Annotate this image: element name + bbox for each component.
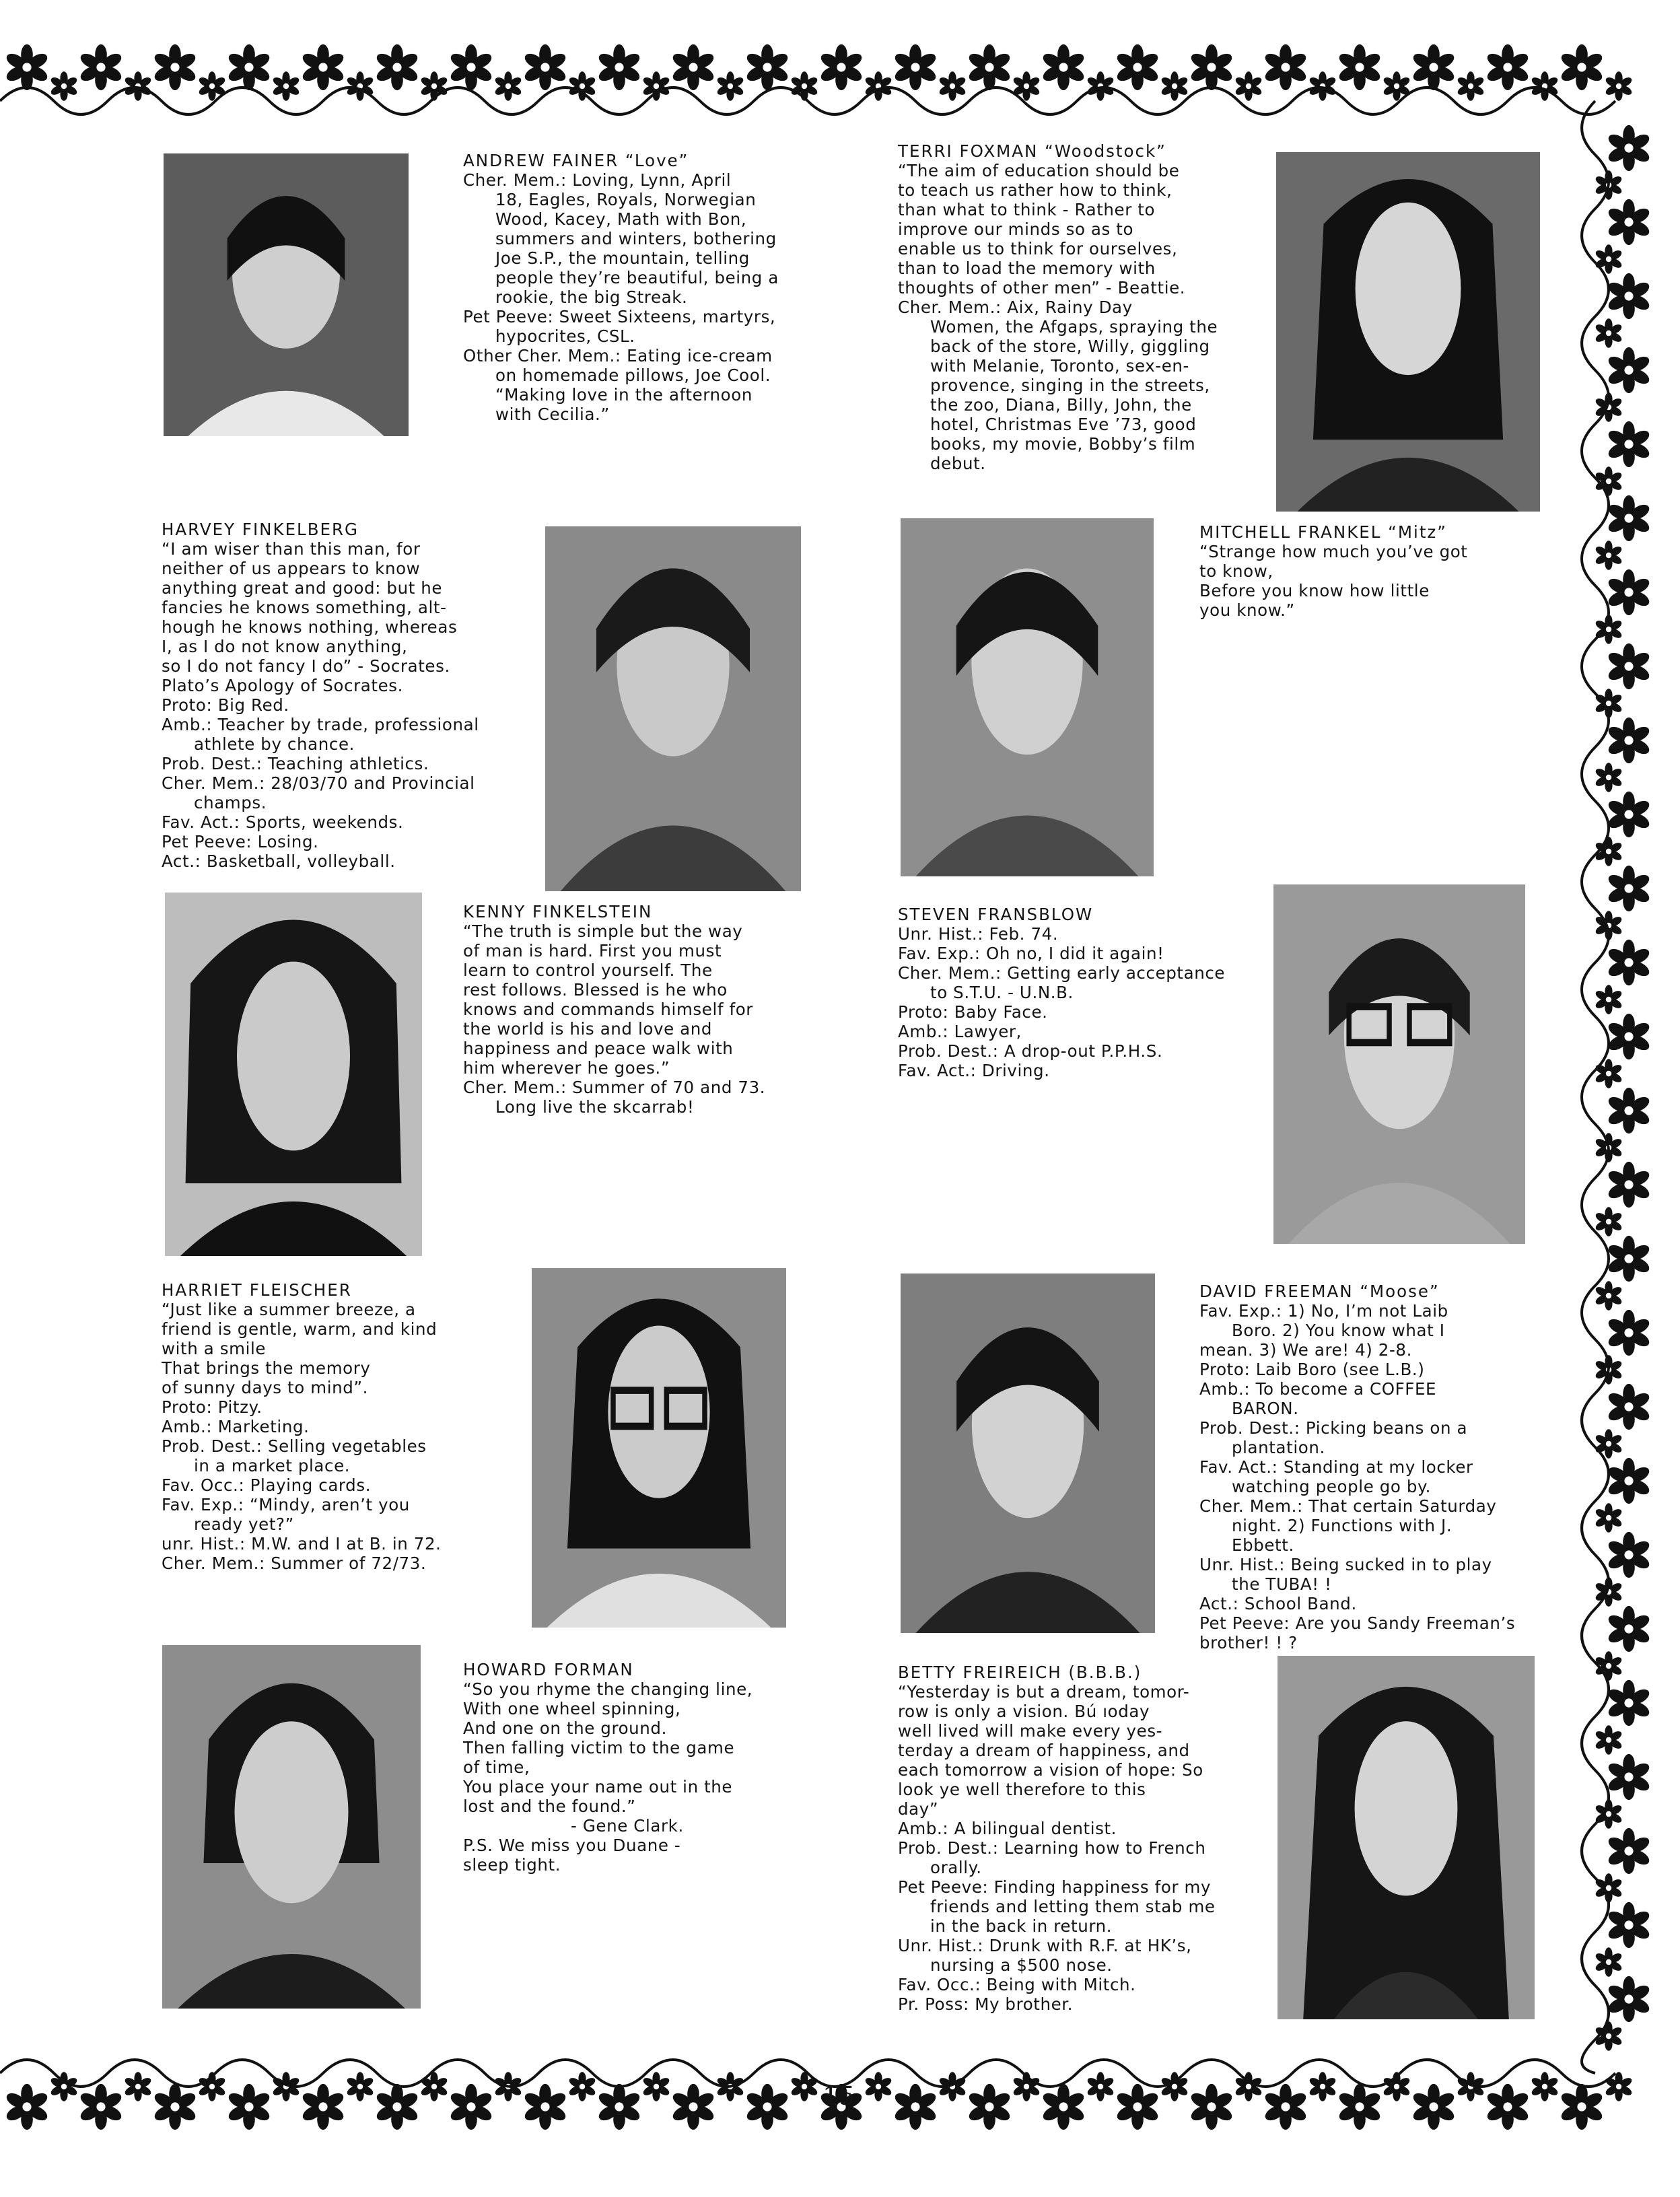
entry-line: in the back in return.: [930, 1916, 1113, 1936]
entry-line: With one wheel spinning,: [463, 1699, 681, 1718]
entry-line: Wood, Kacey, Math with Bon,: [495, 209, 747, 229]
entry-line: Plato’s Apology of Socrates.: [162, 676, 403, 695]
entry-line: look ye well therefore to this: [898, 1780, 1146, 1799]
entry-line: Ebbett.: [1232, 1535, 1294, 1555]
portrait-terri-foxman: [1276, 152, 1540, 512]
entry-line: provence, singing in the streets,: [930, 376, 1210, 395]
portrait-andrew-fainer: [164, 153, 409, 436]
entry-line: Cher. Mem.: 28/03/70 and Provincial: [162, 773, 475, 793]
entry-line: learn to control yourself. The: [463, 961, 713, 980]
entry-line: Unr. Hist.: Being sucked in to play: [1199, 1555, 1492, 1574]
entry-line: Proto: Pitzy.: [162, 1397, 262, 1417]
entry-line: Fav. Exp.: 1) No, I’m not Laib: [1199, 1301, 1448, 1321]
entry-line: the zoo, Diana, Billy, John, the: [930, 395, 1192, 415]
entry-line: hypocrites, CSL.: [495, 326, 635, 346]
entry-line: “Making love in the afternoon: [495, 385, 753, 405]
entry-line: well lived will make every yes-: [898, 1721, 1163, 1741]
entry-line: each tomorrow a vision of hope: So: [898, 1760, 1203, 1780]
entry-line: Unr. Hist.: Feb. 74.: [898, 924, 1059, 944]
entry-line: Amb.: A bilingual dentist.: [898, 1819, 1117, 1838]
entry-line: And one on the ground.: [463, 1718, 667, 1738]
entry-line: terday a dream of happiness, and: [898, 1741, 1190, 1760]
entry-line: summers and winters, bothering: [495, 229, 777, 248]
entry-line: Act.: School Band.: [1199, 1594, 1357, 1613]
entry-line: thoughts of other men” - Beattie.: [898, 278, 1186, 298]
entry-line: Pet Peeve: Finding happiness for my: [898, 1877, 1212, 1897]
portrait-steven-fransblow: [1273, 884, 1525, 1244]
entry-line: Fav. Occ.: Playing cards.: [162, 1475, 372, 1495]
entry-line: Joe S.P., the mountain, telling: [495, 248, 750, 268]
entry-line: Cher. Mem.: Getting early acceptance: [898, 963, 1226, 983]
entry-line: hotel, Christmas Eve ’73, good: [930, 415, 1197, 434]
entry-name: MITCHELL FRANKEL “Mitz”: [1199, 522, 1447, 542]
entry-line: sleep tight.: [463, 1855, 561, 1875]
entry-line: Pet Peeve: Are you Sandy Freeman’s: [1199, 1613, 1516, 1633]
entry-line: back of the store, Willy, giggling: [930, 337, 1210, 356]
entry-line: Proto: Big Red.: [162, 695, 289, 715]
entry-line: Cher. Mem.: Summer of 70 and 73.: [463, 1078, 766, 1097]
entry-david-freeman: [1199, 1282, 1515, 1652]
entry-name: DAVID FREEMAN “Moose”: [1199, 1282, 1440, 1301]
entry-line: “Yesterday is but a dream, tomor-: [898, 1682, 1190, 1702]
entry-line: mean. 3) We are! 4) 2-8.: [1199, 1340, 1413, 1360]
entry-line: than to load the memory with: [898, 258, 1156, 278]
entry-line: Fav. Exp.: Oh no, I did it again!: [898, 944, 1164, 963]
entry-name: HARVEY FINKELBERG: [162, 520, 359, 539]
entry-line: rookie, the big Streak.: [495, 287, 688, 307]
entry-line: Other Cher. Mem.: Eating ice-cream: [463, 346, 773, 365]
portrait-david-freeman: [901, 1274, 1155, 1633]
entry-line: brother! ! ?: [1199, 1633, 1298, 1652]
entry-line: Cher. Mem.: Summer of 72/73.: [162, 1554, 427, 1573]
entry-line: night. 2) Functions with J.: [1232, 1516, 1452, 1535]
entry-line: “The aim of education should be: [898, 161, 1180, 180]
entry-line: Pet Peeve: Sweet Sixteens, martyrs,: [463, 307, 776, 326]
entry-line: Amb.: To become a COFFEE: [1199, 1379, 1437, 1399]
entry-line: - Gene Clark.: [571, 1816, 684, 1836]
entry-line: anything great and good: but he: [162, 578, 443, 598]
entry-name: HARRIET FLEISCHER: [162, 1280, 352, 1300]
entry-steven-fransblow: [898, 905, 1225, 1080]
entry-line: Prob. Dest.: A drop-out P.P.H.S.: [898, 1041, 1163, 1061]
entry-mitchell-frankel: [1199, 522, 1468, 620]
entry-line: to teach us rather how to think,: [898, 180, 1172, 200]
entry-line: so I do not fancy I do” - Socrates.: [162, 656, 450, 676]
entry-line: friends and letting them stab me: [930, 1897, 1216, 1916]
entry-line: him wherever he goes.”: [463, 1058, 670, 1078]
entry-line: watching people go by.: [1232, 1477, 1432, 1496]
entry-line: Cher. Mem.: That certain Saturday: [1199, 1496, 1497, 1516]
entry-line: of man is hard. First you must: [463, 941, 722, 961]
entry-line: Pr. Poss: My brother.: [898, 1994, 1074, 2014]
entry-line: to know,: [1199, 561, 1273, 581]
entry-line: Then falling victim to the game: [463, 1738, 735, 1757]
entry-line: Fav. Act.: Driving.: [898, 1061, 1050, 1080]
entry-line: the TUBA! !: [1232, 1574, 1332, 1594]
entry-line: debut.: [930, 454, 986, 473]
entry-line: “Strange how much you’ve got: [1199, 542, 1468, 561]
entry-line: I, as I do not know anything,: [162, 637, 408, 656]
entry-line: “The truth is simple but the way: [463, 921, 743, 941]
entry-line: You place your name out in the: [463, 1777, 733, 1797]
entry-line: Prob. Dest.: Teaching athletics.: [162, 754, 429, 773]
entry-line: Before you know how little: [1199, 581, 1430, 600]
entry-line: plantation.: [1232, 1438, 1325, 1457]
entry-line: ready yet?”: [194, 1514, 294, 1534]
entry-line: with Cecilia.”: [495, 405, 610, 424]
entry-line: nursing a $500 nose.: [930, 1955, 1113, 1975]
entry-howard-forman: [463, 1660, 753, 1875]
entry-line: friend is gentle, warm, and kind: [162, 1319, 438, 1339]
portrait-howard-forman: [162, 1645, 421, 2009]
entry-line: Amb.: Teacher by trade, professional: [162, 715, 479, 734]
entry-name: HOWARD FORMAN: [463, 1660, 634, 1679]
entry-line: Unr. Hist.: Drunk with R.F. at HK’s,: [898, 1936, 1192, 1955]
entry-line: Cher. Mem.: Loving, Lynn, April: [463, 170, 732, 190]
entry-line: Proto: Laib Boro (see L.B.): [1199, 1360, 1425, 1379]
entry-andrew-fainer: [463, 151, 779, 424]
entry-harvey-finkelberg: [162, 520, 479, 871]
entry-line: Prob. Dest.: Learning how to French: [898, 1838, 1206, 1858]
entry-line: rest follows. Blessed is he who: [463, 980, 728, 1000]
entry-line: BARON.: [1232, 1399, 1299, 1418]
entry-terri-foxman: [898, 141, 1218, 473]
entry-line: improve our minds so as to: [898, 219, 1134, 239]
entry-line: 18, Eagles, Royals, Norwegian: [495, 190, 757, 209]
entry-line: with a smile: [162, 1339, 267, 1358]
entry-line: Long live the skcarrab!: [495, 1097, 695, 1117]
entry-name: BETTY FREIREICH (B.B.B.): [898, 1663, 1142, 1682]
entry-line: Cher. Mem.: Aix, Rainy Day: [898, 298, 1133, 317]
entry-line: than what to think - Rather to: [898, 200, 1156, 219]
entry-line: Fav. Exp.: “Mindy, aren’t you: [162, 1495, 410, 1514]
entry-line: Amb.: Lawyer,: [898, 1022, 1022, 1041]
entry-line: Pet Peeve: Losing.: [162, 832, 319, 851]
entry-line: knows and commands himself for: [463, 1000, 753, 1019]
entry-name: TERRI FOXMAN “Woodstock”: [898, 141, 1166, 161]
entry-line: orally.: [930, 1858, 982, 1877]
entry-line: Amb.: Marketing.: [162, 1417, 310, 1436]
portrait-harvey-finkelberg: [545, 526, 801, 891]
entry-line: fancies he knows something, alt-: [162, 598, 447, 617]
entry-line: neither of us appears to know: [162, 559, 421, 578]
page-number: 15: [823, 2081, 855, 2111]
entry-line: hough he knows nothing, whereas: [162, 617, 458, 637]
portrait-kenny-finkelstein: [165, 893, 422, 1256]
entry-line: champs.: [194, 793, 267, 812]
entry-line: of time,: [463, 1757, 530, 1777]
entry-betty-freireich: [898, 1663, 1216, 2014]
entry-line: That brings the memory: [162, 1358, 371, 1378]
entry-line: happiness and peace walk with: [463, 1039, 734, 1058]
entry-line: people they’re beautiful, being a: [495, 268, 779, 287]
portrait-betty-freireich: [1278, 1656, 1535, 2019]
entry-line: on homemade pillows, Joe Cool.: [495, 365, 771, 385]
entry-line: the world is his and love and: [463, 1019, 713, 1039]
entry-line: Women, the Afgaps, spraying the: [930, 317, 1218, 337]
entry-line: “So you rhyme the changing line,: [463, 1679, 753, 1699]
portrait-mitchell-frankel: [901, 518, 1154, 876]
entry-line: you know.”: [1199, 600, 1295, 620]
entry-name: KENNY FINKELSTEIN: [463, 902, 653, 921]
entry-line: enable us to think for ourselves,: [898, 239, 1178, 258]
entry-name: ANDREW FAINER “Love”: [463, 151, 689, 170]
entry-kenny-finkelstein: [463, 902, 765, 1117]
entry-harriet-fleischer: [162, 1280, 442, 1573]
entry-line: Fav. Occ.: Being with Mitch.: [898, 1975, 1136, 1994]
entry-line: athlete by chance.: [194, 734, 355, 754]
entry-line: books, my movie, Bobby’s film: [930, 434, 1196, 454]
entry-line: unr. Hist.: M.W. and I at B. in 72.: [162, 1534, 442, 1554]
entry-line: Prob. Dest.: Selling vegetables: [162, 1436, 427, 1456]
entry-line: Proto: Baby Face.: [898, 1002, 1048, 1022]
entry-line: row is only a vision. Bú ıoday: [898, 1702, 1150, 1721]
entry-line: P.S. We miss you Duane -: [463, 1836, 681, 1855]
entry-line: “Just like a summer breeze, a: [162, 1300, 416, 1319]
entry-line: lost and the found.”: [463, 1797, 636, 1816]
entry-line: day”: [898, 1799, 939, 1819]
entry-line: Boro. 2) You know what I: [1232, 1321, 1445, 1340]
entry-line: with Melanie, Toronto, sex-en-: [930, 356, 1189, 376]
entry-name: STEVEN FRANSBLOW: [898, 905, 1094, 924]
entry-line: of sunny days to mind”.: [162, 1378, 369, 1397]
entry-line: “I am wiser than this man, for: [162, 539, 421, 559]
entry-line: to S.T.U. - U.N.B.: [930, 983, 1074, 1002]
entry-line: in a market place.: [194, 1456, 351, 1475]
entry-line: Fav. Act.: Sports, weekends.: [162, 812, 404, 832]
entry-line: Fav. Act.: Standing at my locker: [1199, 1457, 1473, 1477]
portrait-harriet-fleischer: [532, 1268, 786, 1628]
entry-line: Prob. Dest.: Picking beans on a: [1199, 1418, 1468, 1438]
entry-line: Act.: Basketball, volleyball.: [162, 851, 396, 871]
